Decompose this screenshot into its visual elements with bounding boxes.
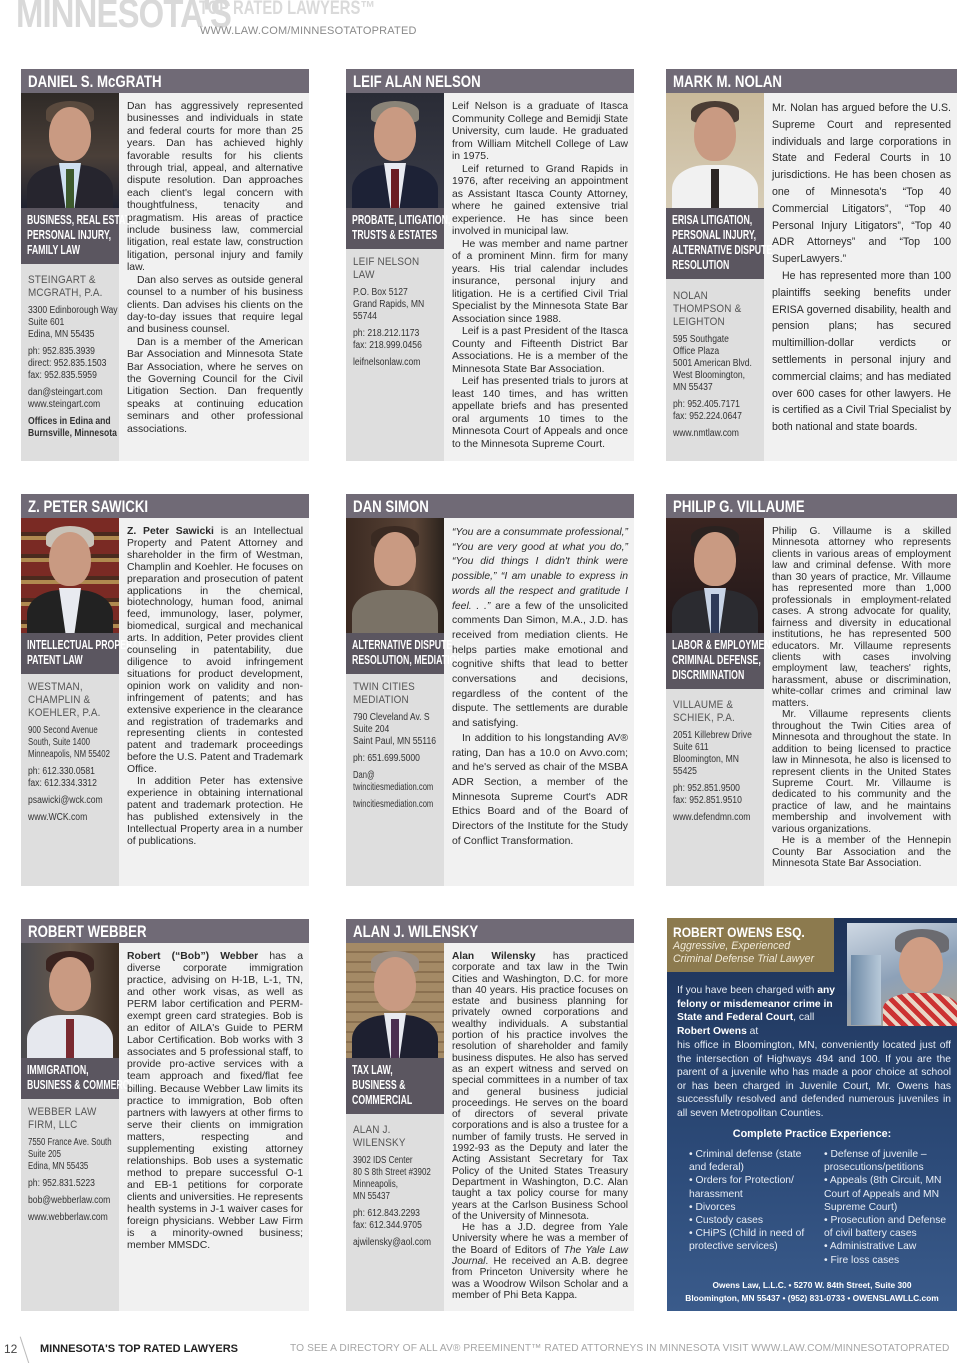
website-link[interactable]: twincitiesmediation.com [353,799,434,810]
lawyer-card-simon [346,494,634,886]
lawyer-sidebar [666,518,778,886]
web-links [673,428,752,440]
lawyer-photo [346,93,444,208]
contact-info [353,1124,445,1254]
contact-info [673,699,765,829]
phone-numbers: ph: 952.835.3939 direct: 952.835.1503 fax: 952.835.5959 [28,346,107,381]
masthead-url[interactable]: WWW.LAW.COM/MINNESOTATOPRATED [200,25,417,37]
page-number: 12 [4,1342,18,1356]
address: P.O. Box 5127 Grand Rapids, MN 55744 [353,287,425,322]
ad-contact-footer: Owens Law, L.L.C. • 5270 W. 84th Street, Suite 300 Bloomington, MN 55437 • (952) 831-0733 • OWENSLAWLLC.com [685,1280,939,1303]
lawyer-bio: Z. Peter Sawicki is an Intellectual Property and Patent Attorney and shareholder in the firm of Westman, Champlin and Koehler. He focuses on preparation and prosecution of patent applications in the chemical, biotechnology, human food, animal feed, immunology, laser, polymer, biomedical, surgical and mechanical arts. In addition, Peter provides client counseling in patentability, due diligence to avoid infringement situations for product development, opinion work on validity and non-infringement of patents; and has extensive experience in the clearance and registration of trademarks and representing clients in contested patent and trademark proceedings before the U.S. Patent and Trademark Office. In addition Peter has extensive experience in obtaining international patent and trademark protection. He has published extensively in the Intellectual Property area in a number of publications. [127,526,304,847]
lawyer-sidebar [346,518,463,886]
address: 3902 IDS Center 80 S 8th Street #3902 Minneapolis, MN 55437 [353,1155,431,1202]
lawyer-card-wilensky [346,919,634,1311]
firm-name: NOLAN THOMPSON & LEIGHTON [673,290,742,328]
address: 595 Southgate Office Plaza 5001 American Blvd. West Bloomington, MN 55437 [673,334,752,393]
footer-divider [20,1337,30,1363]
lawyer-card-villaume [666,494,957,886]
ad-photo [847,923,957,1026]
masthead-subtitle: TOP RATED LAWYERS™ [199,0,376,19]
practice-areas: LABOR & EMPLOYMENT, CRIMINAL DEFENSE, DISCRIMINATION [666,633,764,689]
web-links [353,770,434,811]
website-link[interactable]: www.webberlaw.com [28,1212,108,1223]
email-link[interactable]: dan@steingart.com [28,387,103,398]
email-link[interactable]: bob@webberlaw.com [28,1195,111,1206]
lawyer-card-sawicki [21,494,309,886]
ad-experience-list-left: • Criminal defense (state and federal) • Orders for Protection/ harassment • Divorces • Custody cases • CHiPS (Child in need of protective services) [689,1149,805,1253]
lawyer-photo [666,93,764,208]
firm-name: ALAN J. WILENSKY [353,1124,406,1149]
lawyer-photo [346,943,444,1058]
practice-areas: TAX LAW, BUSINESS & COMMERCIAL [346,1058,444,1114]
lawyer-photo [21,943,119,1058]
address: 900 Second Avenue South, Suite 1400 Minneapolis, NM 55402 [28,725,110,760]
website-link[interactable]: www.defendmn.com [673,812,751,823]
footer-cta: TO SEE A DIRECTORY OF ALL AV® PREEMINENT™ RATED ATTORNEYS IN MINNESOTA VISIT WWW.LAW.COM/MINNESOTATOPRATED [290,1343,950,1354]
lawyer-name-header: LEIF ALAN NELSON [346,69,634,93]
web-links [353,357,432,369]
lawyer-card-nelson [346,69,634,461]
ad-header [667,918,834,972]
firm-name: TWIN CITIES MEDIATION [353,681,415,706]
ad-subtitle: Aggressive, Experienced Criminal Defense Trial Lawyer [673,940,815,965]
website-link[interactable]: www.nmtlaw.com [673,428,739,439]
ad-intro-text: If you have been charged with any felony or misdemeanor crime in State and Federal Court, call Robert Owens at [677,985,835,1037]
lawyer-bio: Dan has aggressively represented businesses and individuals in state and federal courts for more than 25 years. Dan has achieved highly favorable results for his clients through trial, appeal, and alternative dispute resolution. Dan approaches each client's legal concern with thoughtfulness, tenacity and pragmatism. His areas of practice include business law, commercial litigation, real estate law, construction litigation, personal injury and family law. Dan also serves as outside general counsel to a number of his business clients. Dan advises his clients on the day-to-day issues that require legal and business counsel. Dan is a member of the American Bar Association and Minnesota State Bar Association, where he serves on the Governing Council for the Civil Litigation Section. Dan frequently speaks at continuing education seminars and other professional associations. [127,101,303,435]
phone-numbers: ph: 651.699.5000 [353,753,420,764]
lawyer-name-header: ROBERT WEBBER [21,919,309,943]
lawyer-bio: “You are a consummate professional,” “You are very good at what you do,” “You did things I didn't think were possible,” “I am unable to express in words all the respect and gratitude I feel. . .” are a few of the unsolicited comments Dan Simon, M.A., J.D. has received from mediation clients. He helps parties make emotional and cognitive shifts that lead to better conversations and decisions, regardless of the content of the dispute. The settlements are durable and satisfying. In addition to his longstanding AV® rating, Dan has a 10.0 on Avvo.com; and he's served as chair of the MSBA ADR Section, a member of the Minnesota Supreme Court's ADR Ethics Board and of the Board of Directors of the Institute for the Study of Conflict Transformation. [452,527,628,847]
lawyer-bio: Mr. Nolan has argued before the U.S. Supreme Court and represented individuals and large corporations in State and Federal Courts in 10 jurisdictions. He has been chosen as one of Minnesota's “Top 40 Commercial Litigators”, “Top 40 Personal Injury Litigators”, “Top 40 ADR Attorneys” and “Top 100 SuperLawyers.” He has represented more than 100 plaintiffs seeking benefits under ERISA governed disability, health and pension plans; has secured multimillion-dollar verdicts or settlements in personal injury and commercial claims; and has mediated over 600 cases for other lawyers. He is certified as a Civil Trial Specialist by both national and state boards. [772,102,951,434]
footer-title: MINNESOTA'S TOP RATED LAWYERS [40,1343,238,1355]
ad-body-text: his office in Bloomington, MN, conveniently located just off the intersection of Highways 494 and 100. If you are the parent of a juvenile who has made a poor choice at school or has been charged in Juvenile Court, Mr. Owens has successfully resolved and defended numerous juveniles in all seven Metropolitan Counties. [677,1040,951,1119]
web-links [28,1195,111,1224]
web-links [673,812,752,824]
lawyer-photo [666,518,764,633]
web-links [353,1237,432,1249]
website-link[interactable]: www.WCK.com [28,812,88,823]
lawyer-photo [21,518,119,633]
practice-areas: PROBATE, LITIGATION, TRUSTS & ESTATES [346,208,444,249]
firm-name: WESTMAN, CHAMPLIN & KOEHLER, P.A. [28,681,101,719]
lawyer-bio: Robert (“Bob”) Webber has a diverse corporate immigration practice, advising on H-1B, L-1, TN, and other work visas, as well as PERM labor certification and PERM-exempt green card strategies. Bob is an editor of AILA's Guide to PERM Labor Certification. Bob works with 3 associates and 5 professional staff, to provide pro-active services with a team approach and fixed/flat fee billing. Because Webber Law limits its practice to immigration, Bob often partners with lawyers at other firms to serve their clients on immigration matters, respecting and supplementing existing attorney relationships. Bob uses a systematic method to prepare successful O-1 and EB-1 petitions for corporate clients and universities. He represents health systems in J-1 waiver cases for foreign physicians. Webber Law Firm is a minority-owned business; member MMSDC. [127,951,303,1252]
lawyer-card-mcgrath [21,69,309,461]
lawyer-bio: Alan Wilensky has practiced corporate and tax law in the Twin Cities and Washington, D.C. for more than 40 years. His practice focuses on estate and business planning for privately owned corporations and wealthy individuals. A substantial portion of his practice involves the resolution of shareholder and family business disputes. He also has served as an expert witness and served on special committees in a number of tax and general business judicial proceedings. He serves on the board of directors of several private corporations and is also a trustee for a number of family trusts. He served in 1992-93 as the Deputy and later the Acting Assistant Secretary for Tax Policy of the United States Treasury Department in Washington, D.C. Alan taught a tax policy course for many years at the Carlson Business School of the University of Minnesota. He has a J.D. degree from Yale University where he was a member of the Board of Editors of The Yale Law Journal. He received an A.B. degree from Princeton University where he was a Woodrow Wilson Scholar and a member of Phi Beta Kappa. [452,951,628,1301]
phone-numbers: ph: 952.831.5223 [28,1178,95,1189]
practice-areas: IMMIGRATION, BUSINESS & COMMERCIAL [21,1058,119,1099]
office-note: Offices in Edina and Burnsville, Minnesota [28,416,117,439]
lawyer-name-header: MARK M. NOLAN [666,69,957,93]
website-link[interactable]: www.steingart.com [28,399,101,410]
lawyer-sidebar [346,943,444,1311]
robert-owens-ad [667,918,957,1311]
ad-experience-list-right: • Defense of juvenile – prosecutions/petitions • Appeals (8th Circuit, MN Court of Appeals and MN Supreme Court) • Prosecution and Defense of civil battery cases • Administrative Law • Fire loss cases [824,1149,947,1266]
phone-numbers: ph: 612.330.0581 fax: 612.334.3312 [28,766,97,789]
contact-info [28,1106,120,1229]
lawyer-sidebar [666,93,773,461]
lawyer-bio: Philip G. Villaume is a skilled Minnesota attorney who represents clients in various areas of employment law and criminal defense. With more than 30 years of practice, Mr. Villaume has represented more than 1,000 professionals in employment-related cases. A strong advocate for quality, fairness and diversity in educational institutions, he has represented 500 educators. Mr. Villaume represents clients with cases involving employment law, teachers' rights, harassment, abuse or discrimination, white-collar crimes and criminal law matters. Mr. Villaume represents clients throughout the Twin Cities area of Minnesota and throughout the state. In addition to being licensed to practice law in Minnesota, he also is licensed to represent clients in the United States Supreme Court. Mr. Villaume is dedicated to his community and the practice of law, and he maintains membership and involvement with various organizations. He is a member of the Hennepin County Bar Association and the Minnesota State Bar Association. [772,526,951,870]
ad-experience-title: Complete Practice Experience: [732,1128,892,1140]
firm-name: VILLAUME & SCHIEK, P.A. [673,699,735,724]
lawyer-name-header: Z. PETER SAWICKI [21,494,309,518]
firm-name: WEBBER LAW FIRM, LLC [28,1106,97,1131]
practice-areas: BUSINESS, REAL ESTATE, PERSONAL INJURY, FAMILY LAW [21,208,119,264]
firm-name: LEIF NELSON LAW [353,256,420,281]
lawyer-photo [346,518,444,633]
email-link[interactable]: psawicki@wck.com [28,795,103,806]
page-footer [0,1336,960,1361]
practice-areas: ERISA LITIGATION, PERSONAL INJURY, ALTERNATIVE DISPUTE RESOLUTION [666,208,764,279]
email-link[interactable]: ajwilensky@aol.com [353,1237,432,1248]
lawyer-card-webber [21,919,309,1311]
phone-numbers: ph: 952.405.7171 fax: 952.224.0647 [673,399,742,422]
lawyer-photo [21,93,119,208]
address: 790 Cleveland Av. S Suite 204 Saint Paul, MN 55116 [353,712,437,747]
lawyer-sidebar [346,93,451,461]
lawyer-bio: Leif Nelson is a graduate of Itasca Community College and Bemidji State University, cum laude. He graduated from William Mitchell College of Law in 1975. Leif returned to Grand Rapids in 1976, after receiving an appointment as Assistant Itasca County Attorney, where he gained extensive trial experience. He has since been involved in municipal law. He was member and name partner of a prominent Minn. firm for many years. His trial calendar includes insurance, personal injury and litigation. He is a certified Civil Trial Specialist by the Minnesota State Bar Association since 1988. Leif is a past President of the Itasca County and Fifteenth District Bar Associations. He is a member of the Minnesota State Bar Association. Leif has presented trials to jurors at least 140 times, and has written appellate briefs and has presented oral arguments 10 times to the Minnesota Court of Appeals and once to the Minnesota Supreme Court. [452,101,628,450]
practice-areas: ALTERNATIVE DISPUTE RESOLUTION, MEDIATION [346,633,444,674]
contact-info [673,290,765,445]
contact-info [28,274,120,445]
phone-numbers: ph: 612.843.2293 fax: 612.344.9705 [353,1208,422,1231]
lawyer-sidebar [21,93,139,461]
address: 7550 France Ave. South Suite 205 Edina, MN 55435 [28,1137,112,1172]
lawyer-sidebar [21,943,144,1311]
contact-info [353,681,445,816]
website-link[interactable]: leifnelsonlaw.com [353,357,421,368]
phone-numbers: ph: 218.212.1173 fax: 218.999.0456 [353,328,422,351]
address: 3300 Edinborough Way Suite 601 Edina, MN 55435 [28,305,118,340]
email-link[interactable]: Dan@ twincitiesmediation.com [353,770,434,793]
ad-title: ROBERT OWENS ESQ. [673,924,805,940]
lawyer-name-header: DAN SIMON [346,494,634,518]
lawyer-sidebar [21,518,145,886]
lawyer-card-nolan [666,69,957,461]
firm-name: STEINGART & MCGRATH, P.A. [28,274,103,299]
address: 2051 Killebrew Drive Suite 611 Bloomington, MN 55425 [673,730,752,777]
lawyer-name-header: ALAN J. WILENSKY [346,919,634,943]
contact-info [28,681,120,829]
phone-numbers: ph: 952.851.9500 fax: 952.851.9510 [673,783,742,806]
masthead-title: MINNESOTA'S [16,0,232,36]
contact-info [353,256,445,374]
lawyer-name-header: PHILIP G. VILLAUME [666,494,957,518]
web-links [28,387,107,411]
lawyer-name-header: DANIEL S. McGRATH [21,69,309,93]
web-links [28,795,107,824]
practice-areas: INTELLECTUAL PROPERTY, PATENT LAW [21,633,119,674]
